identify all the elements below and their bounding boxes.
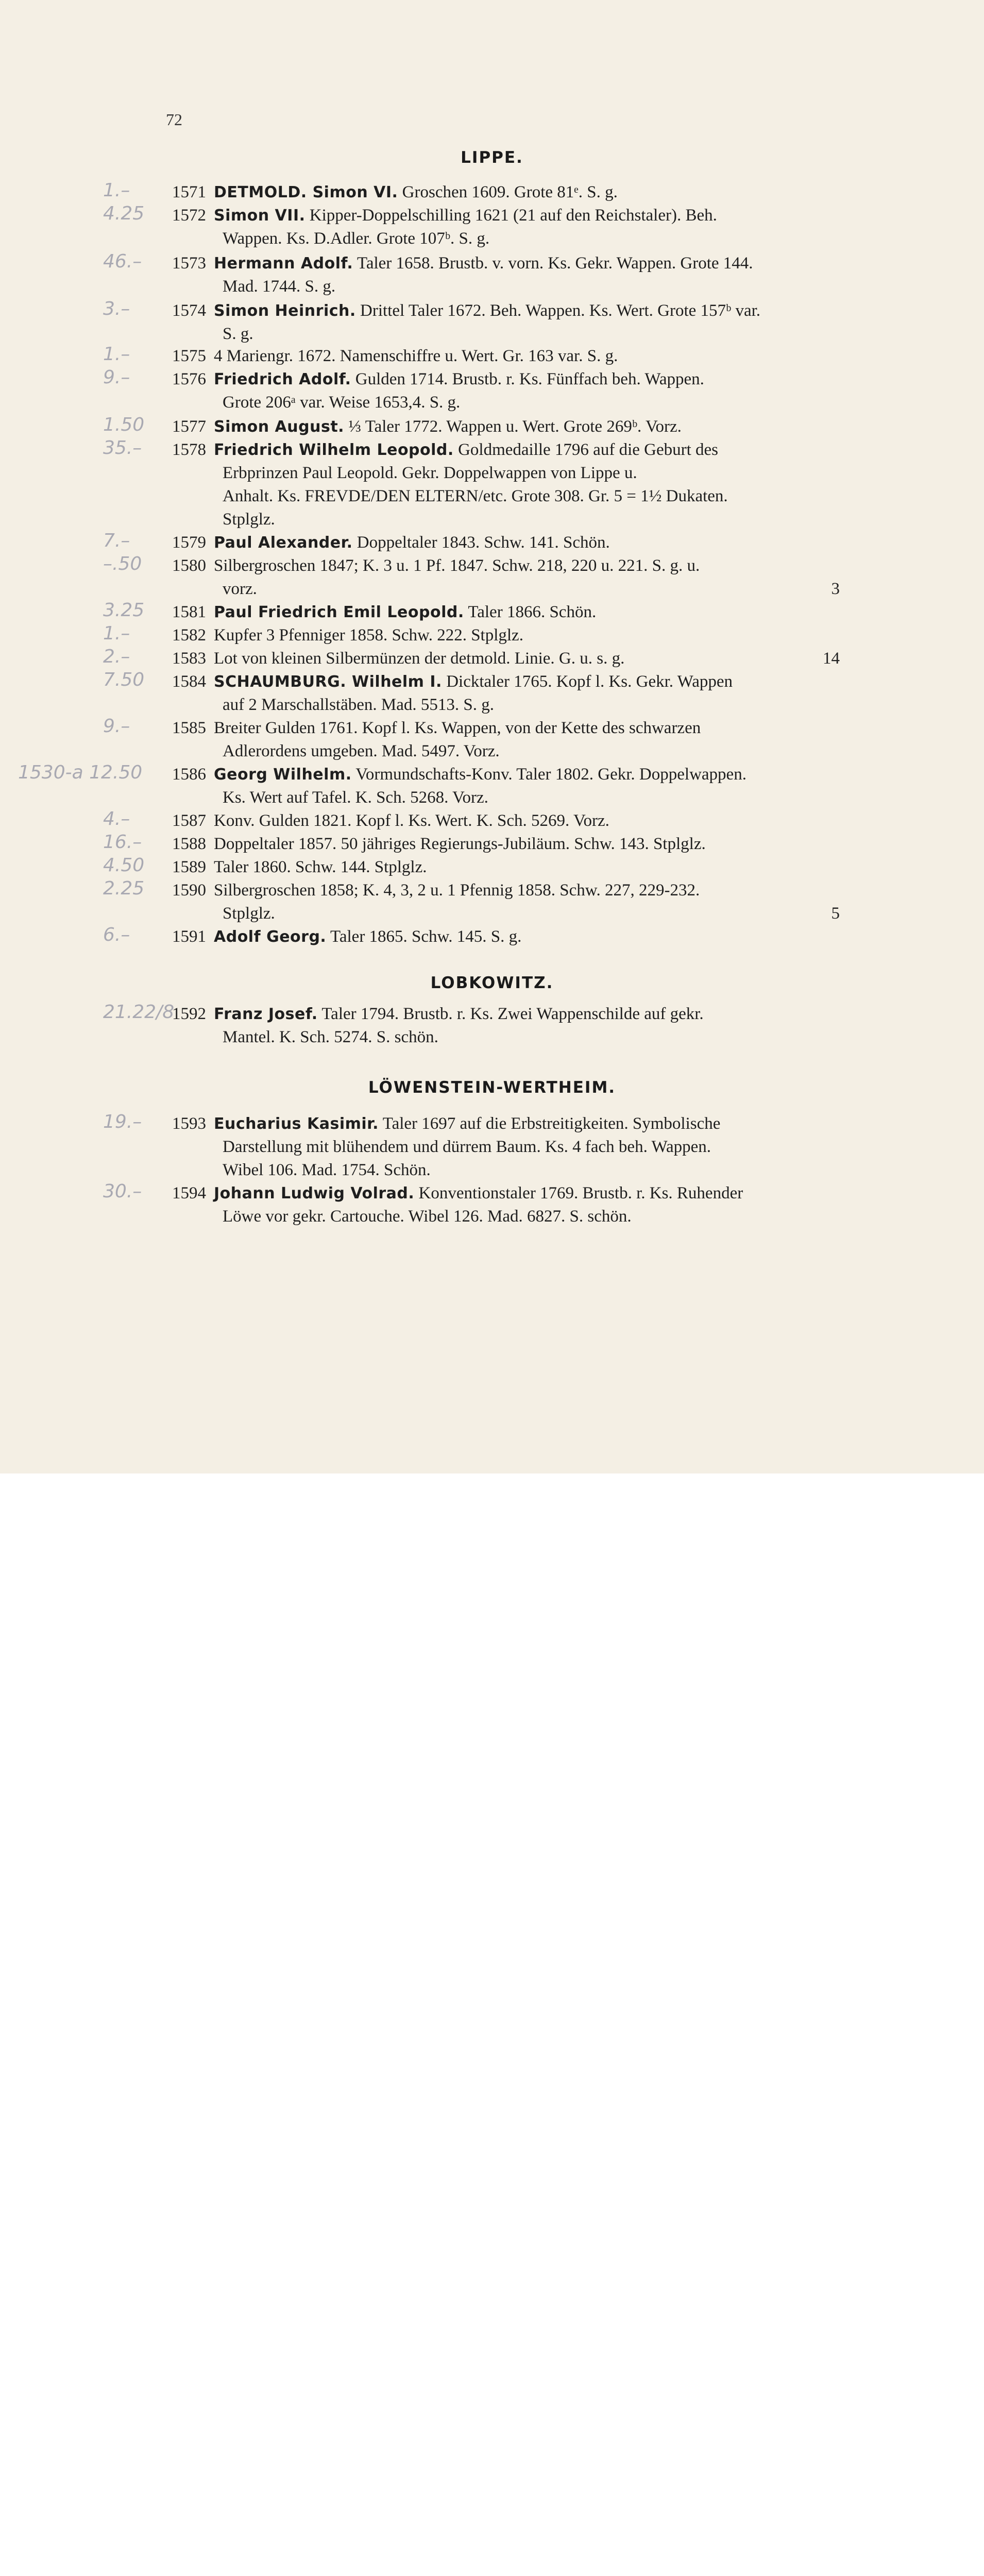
page-number: 72 xyxy=(166,110,182,129)
lot-description-line xyxy=(223,580,849,599)
handwritten-price: 19.– xyxy=(103,1111,142,1132)
lot-number: 1593 xyxy=(172,1114,206,1133)
description-text: Taler 1794. Brustb. r. Ks. Zwei Wappenschilde auf gekr. xyxy=(317,1005,704,1023)
lot-description-line xyxy=(214,672,840,691)
handwritten-price: 3.25 xyxy=(103,600,145,621)
description-text: Breiter Gulden 1761. Kopf l. Ks. Wappen, von der Kette des schwarzen xyxy=(214,719,701,737)
lot-description-line xyxy=(223,788,849,807)
description-text: Doppeltaler 1843. Schw. 141. Schön. xyxy=(352,533,610,552)
description-text: Doppeltaler 1857. 50 jähriges Regierungs-Jubiläum. Schw. 143. Stplglz. xyxy=(214,835,706,853)
ruler-name: Franz Josef. xyxy=(214,1005,318,1023)
lot-description-line xyxy=(214,626,840,645)
lot-description-line xyxy=(214,533,840,552)
lot-number: 1589 xyxy=(172,858,206,876)
description-text: Taler 1866. Schön. xyxy=(464,603,597,621)
lot-description-line xyxy=(214,1005,840,1024)
lot-description-line xyxy=(214,1114,840,1133)
handwritten-price: 1.– xyxy=(103,344,130,365)
description-text: Groschen 1609. Grote 81ᵉ. S. g. xyxy=(398,183,618,201)
ruler-name: Friedrich Adolf. xyxy=(214,370,351,388)
lot-description-line xyxy=(214,881,840,900)
description-text: 4 Mariengr. 1672. Namenschiffre u. Wert. Gr. 163 var. S. g. xyxy=(214,347,618,365)
lot-description-line xyxy=(214,440,840,460)
description-text: ⅓ Taler 1772. Wappen u. Wert. Grote 269ᵇ. Vorz. xyxy=(344,417,682,436)
ruler-name: SCHAUMBURG. Wilhelm I. xyxy=(214,673,442,691)
lot-number: 1585 xyxy=(172,719,206,737)
handwritten-price: 35.– xyxy=(103,437,142,459)
lot-description-line xyxy=(223,487,849,506)
description-text: S. g. xyxy=(223,325,253,343)
lot-number: 1575 xyxy=(172,347,206,365)
lot-description-line xyxy=(214,649,840,668)
lot-description-line xyxy=(214,927,840,946)
description-text: Silbergroschen 1847; K. 3 u. 1 Pf. 1847. Schw. 218, 220 u. 221. S. g. u. xyxy=(214,556,700,575)
handwritten-price: –.50 xyxy=(103,553,142,574)
lot-description-line xyxy=(214,417,840,436)
description-text: Wibel 106. Mad. 1754. Schön. xyxy=(223,1161,431,1179)
lot-description-line xyxy=(214,835,840,854)
lot-number: 1572 xyxy=(172,206,206,225)
lot-number: 1573 xyxy=(172,254,206,273)
handwritten-price: 4.– xyxy=(103,808,130,829)
description-text: vorz. xyxy=(223,580,257,598)
lot-description-line xyxy=(223,510,849,529)
ruler-name: Paul Friedrich Emil Leopold. xyxy=(214,603,464,621)
handwritten-price: 1.50 xyxy=(103,414,145,435)
lot-number: 1588 xyxy=(172,835,206,853)
lot-count: 3 xyxy=(831,580,840,598)
lot-description-line xyxy=(223,904,849,923)
lot-description-line xyxy=(214,301,840,320)
lot-description-line xyxy=(223,464,849,483)
handwritten-price: 7.50 xyxy=(103,669,145,690)
description-text: Stplglz. xyxy=(223,510,275,529)
section-title: LÖWENSTEIN-WERTHEIM. xyxy=(368,1078,616,1097)
lot-number: 1580 xyxy=(172,556,206,575)
lot-number: 1582 xyxy=(172,626,206,645)
lot-description-line xyxy=(223,393,849,412)
ruler-name: Simon Heinrich. xyxy=(214,302,356,320)
description-text: Erbprinzen Paul Leopold. Gekr. Doppelwappen von Lippe u. xyxy=(223,464,637,482)
section-title: LOBKOWITZ. xyxy=(430,974,554,992)
description-text: Anhalt. Ks. FREVDE/DEN ELTERN/etc. Grote 308. Gr. 5 = 1½ Dukaten. xyxy=(223,487,728,505)
description-text: Konv. Gulden 1821. Kopf l. Ks. Wert. K. Sch. 5269. Vorz. xyxy=(214,811,609,830)
lot-number: 1578 xyxy=(172,440,206,459)
description-text: Taler 1865. Schw. 145. S. g. xyxy=(326,927,522,946)
handwritten-price: 9.– xyxy=(103,367,130,388)
description-text: Mad. 1744. S. g. xyxy=(223,277,336,296)
ruler-name: Eucharius Kasimir. xyxy=(214,1115,379,1133)
lot-number: 1574 xyxy=(172,301,206,320)
lot-description-line xyxy=(223,696,849,715)
description-text: Adlerordens umgeben. Mad. 5497. Vorz. xyxy=(223,742,500,760)
lot-description-line xyxy=(214,603,840,622)
ruler-name: Paul Alexander. xyxy=(214,534,353,552)
lot-description-line xyxy=(214,858,840,877)
ruler-name: Friedrich Wilhelm Leopold. xyxy=(214,441,454,459)
lot-description-line xyxy=(214,556,840,575)
description-text: Darstellung mit blühendem und dürrem Baum. Ks. 4 fach beh. Wappen. xyxy=(223,1138,711,1156)
description-text: Wappen. Ks. D.Adler. Grote 107ᵇ. S. g. xyxy=(223,229,490,248)
lot-description-line xyxy=(214,811,840,831)
handwritten-price: 7.– xyxy=(103,530,130,551)
description-text: Löwe vor gekr. Cartouche. Wibel 126. Mad. 6827. S. schön. xyxy=(223,1207,632,1226)
lot-description-line xyxy=(214,719,840,738)
handwritten-price: 9.– xyxy=(103,716,130,737)
ruler-name: Simon August. xyxy=(214,418,345,436)
lot-description-line xyxy=(214,183,840,202)
description-text: Gulden 1714. Brustb. r. Ks. Fünffach beh. Wappen. xyxy=(351,370,704,388)
lot-number: 1583 xyxy=(172,649,206,668)
lot-description-line xyxy=(223,1138,849,1157)
description-text: Goldmedaille 1796 auf die Geburt des xyxy=(453,440,719,459)
lot-description-line xyxy=(223,277,849,296)
handwritten-price: 30.– xyxy=(103,1181,142,1202)
lot-number: 1587 xyxy=(172,811,206,830)
lot-count: 5 xyxy=(831,904,840,923)
description-text: Stplglz. xyxy=(223,904,275,923)
description-text: Taler 1697 auf die Erbstreitigkeiten. Symbolische xyxy=(379,1114,721,1133)
description-text: Kipper-Doppelschilling 1621 (21 auf den Reichstaler). Beh. xyxy=(305,206,717,225)
lot-description-line xyxy=(223,1207,849,1226)
handwritten-price: 2.25 xyxy=(103,878,145,899)
ruler-name: Johann Ludwig Volrad. xyxy=(214,1184,415,1202)
handwritten-price: 1530-a 12.50 xyxy=(18,762,143,783)
handwritten-price: 2.– xyxy=(103,646,130,667)
lot-description-line xyxy=(214,1184,840,1203)
lot-count: 14 xyxy=(823,649,840,668)
description-text: Dicktaler 1765. Kopf l. Ks. Gekr. Wappen xyxy=(442,672,733,691)
description-text: Taler 1860. Schw. 144. Stplglz. xyxy=(214,858,427,876)
lot-number: 1584 xyxy=(172,672,206,691)
ruler-name: Simon VII. xyxy=(214,207,306,225)
handwritten-price: 21.22/8 xyxy=(103,1002,175,1023)
description-text: auf 2 Marschallstäben. Mad. 5513. S. g. xyxy=(223,696,494,714)
ruler-name: Adolf Georg. xyxy=(214,928,327,946)
description-text: Silbergroschen 1858; K. 4, 3, 2 u. 1 Pfennig 1858. Schw. 227, 229-232. xyxy=(214,881,700,900)
lot-number: 1592 xyxy=(172,1005,206,1023)
lot-description-line xyxy=(223,1161,849,1180)
description-text: Vormundschafts-Konv. Taler 1802. Gekr. Doppelwappen. xyxy=(351,765,747,784)
lot-number: 1581 xyxy=(172,603,206,621)
handwritten-price: 16.– xyxy=(103,832,142,853)
lot-description-line xyxy=(214,765,840,784)
ruler-name: Hermann Adolf. xyxy=(214,255,353,273)
handwritten-price: 4.50 xyxy=(103,855,145,876)
lot-number: 1571 xyxy=(172,183,206,201)
description-text: Kupfer 3 Pfenniger 1858. Schw. 222. Stplglz. xyxy=(214,626,523,645)
lot-number: 1586 xyxy=(172,765,206,784)
lot-number: 1577 xyxy=(172,417,206,436)
section-title: LIPPE. xyxy=(461,148,523,167)
lot-number: 1579 xyxy=(172,533,206,552)
description-text: Taler 1658. Brustb. v. vorn. Ks. Gekr. Wappen. Grote 144. xyxy=(353,254,753,273)
description-text: Grote 206ᵃ var. Weise 1653,4. S. g. xyxy=(223,393,461,412)
lot-description-line xyxy=(214,206,840,225)
description-text: Mantel. K. Sch. 5274. S. schön. xyxy=(223,1028,438,1046)
lot-number: 1576 xyxy=(172,370,206,388)
description-text: Drittel Taler 1672. Beh. Wappen. Ks. Wert. Grote 157ᵇ var. xyxy=(355,301,761,320)
description-text: Lot von kleinen Silbermünzen der detmold. Linie. G. u. s. g. xyxy=(214,649,625,668)
lot-description-line xyxy=(214,370,840,389)
handwritten-price: 4.25 xyxy=(103,203,145,224)
handwritten-price: 1.– xyxy=(103,623,130,644)
lot-description-line xyxy=(223,229,849,248)
lot-number: 1590 xyxy=(172,881,206,900)
lot-number: 1594 xyxy=(172,1184,206,1202)
lot-description-line xyxy=(223,742,849,761)
description-text: Ks. Wert auf Tafel. K. Sch. 5268. Vorz. xyxy=(223,788,488,807)
lot-description-line xyxy=(223,325,849,344)
ruler-name: DETMOLD. Simon VI. xyxy=(214,183,398,201)
handwritten-price: 6.– xyxy=(103,924,130,945)
lot-description-line xyxy=(214,347,840,366)
ruler-name: Georg Wilhelm. xyxy=(214,766,352,784)
lot-description-line xyxy=(223,1028,849,1047)
handwritten-price: 1.– xyxy=(103,180,130,201)
lot-description-line xyxy=(214,254,840,273)
viewer-footer xyxy=(0,1473,984,1548)
description-text: Konventionstaler 1769. Brustb. r. Ks. Ruhender xyxy=(414,1184,743,1202)
lot-number: 1591 xyxy=(172,927,206,946)
handwritten-price: 46.– xyxy=(103,251,142,272)
handwritten-price: 3.– xyxy=(103,298,130,319)
